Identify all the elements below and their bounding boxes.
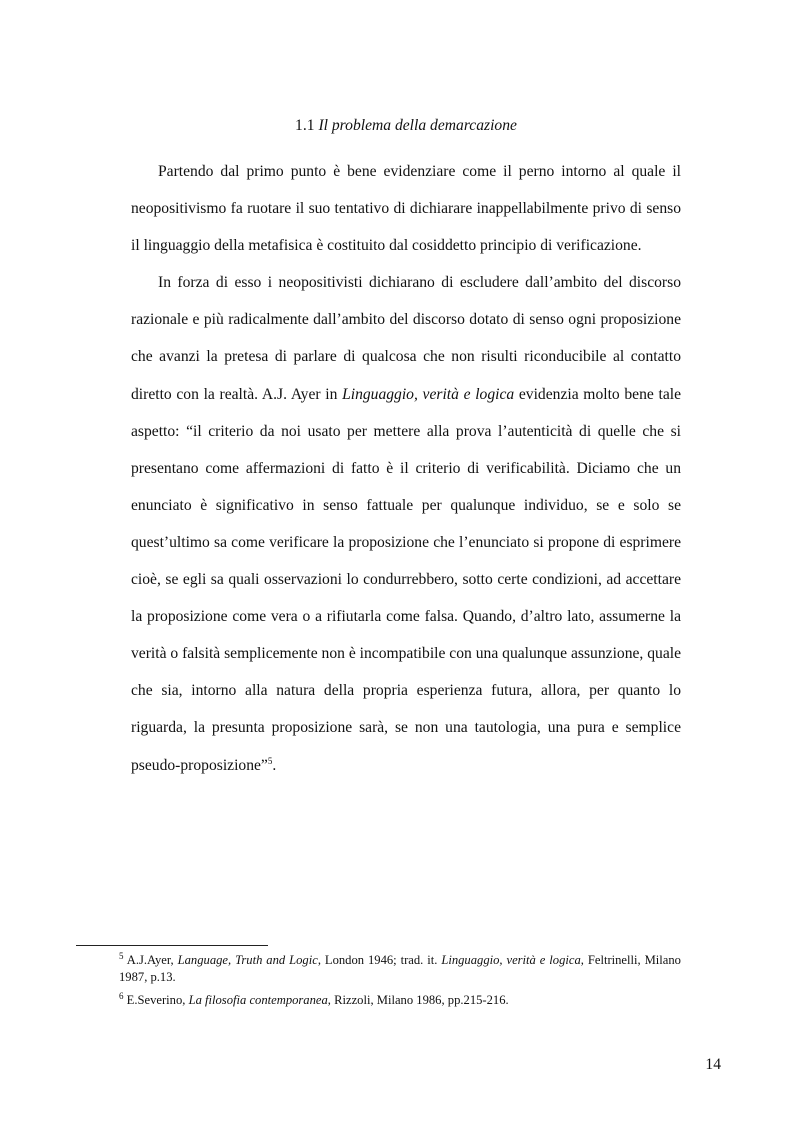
- footnote-title: La filosofia contemporanea: [188, 993, 328, 1007]
- footnote-separator: [76, 945, 268, 946]
- section-heading: [131, 116, 681, 136]
- footnote-ref-5: 5: [267, 755, 273, 766]
- footnote-marker: 6: [119, 990, 124, 1001]
- paragraph-2: [131, 264, 681, 783]
- footnote-marker: 5: [119, 950, 124, 961]
- footnote-6: [119, 992, 681, 1009]
- paragraph-1: [131, 153, 681, 264]
- body-text: [131, 153, 681, 784]
- paragraph-2-text-end: .: [272, 756, 277, 774]
- page-number: 14: [705, 1056, 721, 1073]
- section-number: 1.1: [295, 117, 315, 134]
- book-title: Linguaggio, verità e logica: [342, 385, 515, 403]
- footnotes: [119, 952, 681, 1015]
- footnote-5: [119, 952, 681, 986]
- footnote-end: , Feltrinelli, Milano 1987, p.13.: [119, 953, 681, 984]
- footnote-title: Language, Truth and Logic: [177, 953, 318, 967]
- paragraph-2-text-after: evidenzia molto bene tale aspetto: “il criterio da noi usato per mettere alla prova l’autenticità di quelle che si presentano come affermazioni di fatto è il criterio di verificabilità. Diciamo che un enunciato è significativo in senso fattuale per qualunque individuo, se e solo se quest’ultimo sa come verificare la proposizione che l’enunciato si propone di esprimere cioè, se egli sa quali osservazioni lo condurrebbero, sotto certe condizioni, ad accettare la proposizione come vera o a rifiutarla come falsa. Quando, d’altro lato, assumerne la verità o falsità semplicemente non è incompatibile con una qualunque assunzione, quale che sia, intorno alla natura della propria esperienza futura, allora, per quanto lo riguarda, la presunta proposizione sarà, se non una tautologia, una pura e semplice pseudo-proposizione”: [131, 385, 682, 774]
- paragraph-1-text: Partendo dal primo punto è bene evidenziare come il perno intorno al quale il neopositivismo fa ruotare il suo tentativo di dichiarare inappellabilmente privo di senso il linguaggio della metafisica è costituito dal cosiddetto principio di verificazione.: [131, 163, 681, 255]
- footnote-author: A.J.Ayer,: [126, 953, 178, 967]
- footnote-title-2: Linguaggio, verità e logica: [441, 953, 581, 967]
- footnote-middle: , London 1946; trad. it.: [317, 953, 442, 967]
- footnote-author: E.Severino,: [126, 993, 189, 1007]
- paragraph-2-text-before: In forza di esso i neopositivisti dichiarano di escludere dall’ambito del discorso razionale e più radicalmente dall’ambito del discorso dotato di senso ogni proposizione che avanzi la pretesa di parlare di qualcosa che non risulti riconducibile al contatto diretto con la realtà. A.J. Ayer in: [131, 274, 681, 403]
- footnote-end: , Rizzoli, Milano 1986, pp.215-216.: [327, 993, 509, 1007]
- section-title: Il problema della demarcazione: [318, 117, 517, 134]
